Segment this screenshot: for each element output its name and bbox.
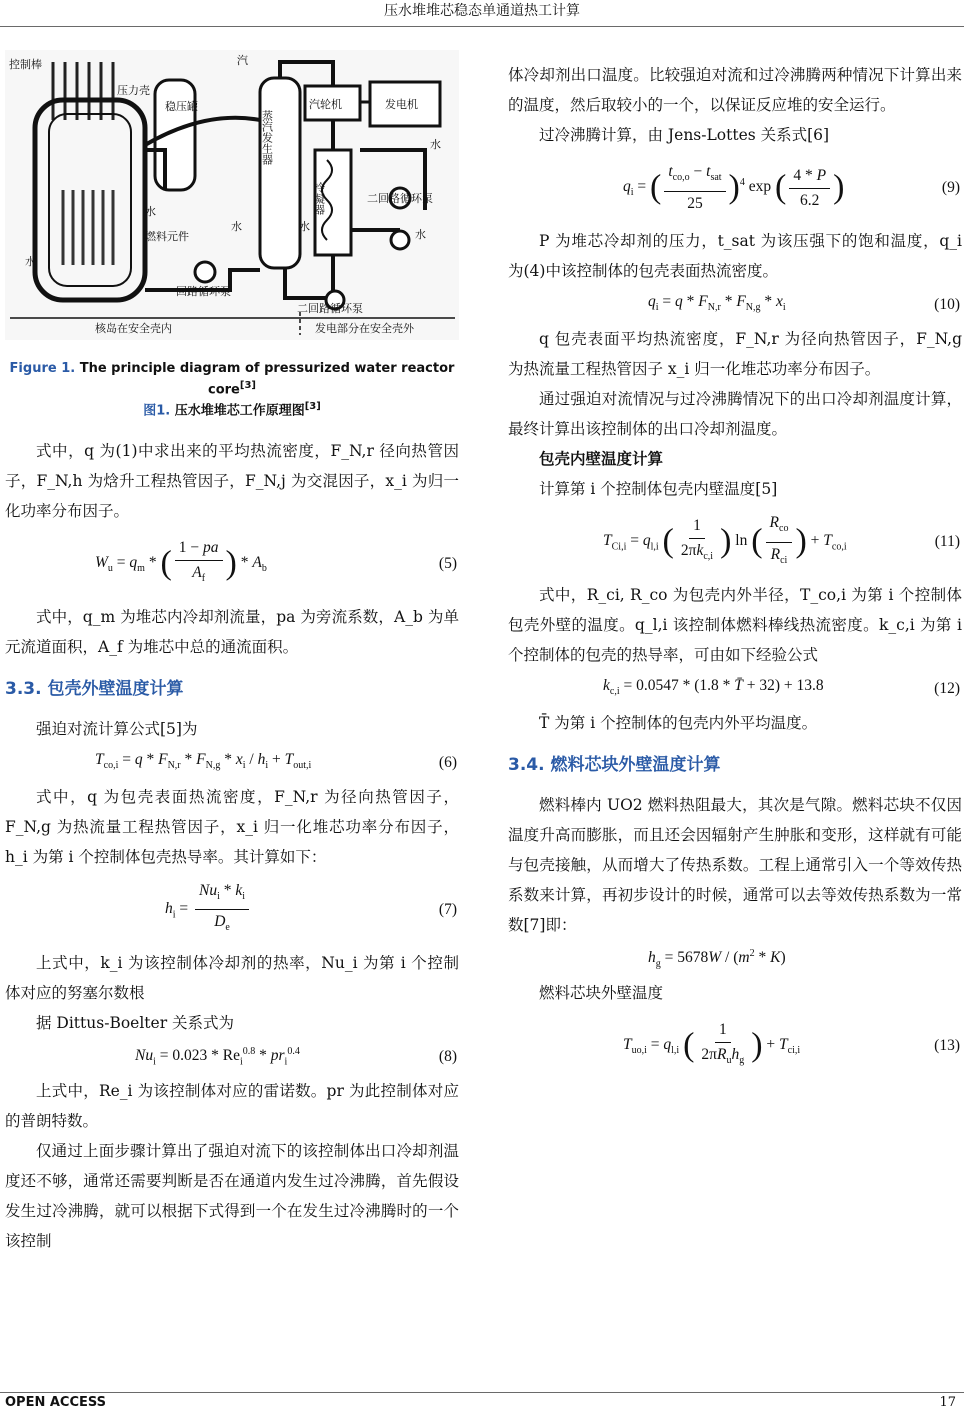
tertiary-pump-icon (391, 231, 409, 249)
label-pressurizer: 稳压罐 (165, 100, 198, 113)
caption-zh-text: 压水堆堆芯工作原理图 (170, 403, 305, 419)
label-water-5: 水 (231, 220, 242, 233)
label-nuclear-island: 核岛在安全壳内 (95, 322, 172, 335)
figure-1 (5, 50, 459, 340)
figure-caption (5, 360, 459, 420)
footer-open-access: OPEN ACCESS (5, 1395, 107, 1410)
equation-10: $q_i = q * F_{N,r} * F_{N,g} * x_i$ (10) (508, 286, 962, 324)
paragraph: 上式中，Re_i 为该控制体对应的雷诺数。pr 为此控制体对应的普朗特数。 (5, 1081, 459, 1130)
equation-7: $h_i$ = $\frac{Nu_i * k_i}{D_e}$ (7) (5, 872, 459, 948)
paragraph: 通过强迫对流情况与过冷沸腾情况下的出口冷却剂温度计算，最终计算出该控制体的出口冷却剂温度。 (508, 390, 962, 438)
primary-pump-icon (195, 262, 215, 282)
steam-generator-icon (260, 78, 300, 268)
paragraph: 燃料棒内 UO2 燃料热阻最大，其次是气隙。燃料芯块不仅因温度升高而膨胀，而且还会因辐射产生肿胀和变形，这样就有可能与包壳接触，从而增大了传热系数。工程上通常引入一个等效传热系数来计算，再初步设计的时候，通常可以去等效传热系数为一常数[7]即： (508, 796, 962, 934)
equation-hg: $h_g = 5678W / (m^2 * K)$ (648, 947, 786, 970)
equation-number: (7) (438, 900, 457, 918)
label-secondary-pump: 二回路循环泵 (367, 192, 433, 205)
pwr-diagram (5, 50, 459, 340)
label-water-2: 水 (415, 228, 426, 241)
right-column (508, 60, 962, 1084)
equation-number: (6) (438, 753, 457, 771)
label-condenser: 冷凝器 (312, 182, 326, 215)
paragraph: 体冷却剂出口温度。比较强迫对流和过冷沸腾两种情况下计算出来的温度，然后取较小的一个，以保证反应堆的安全运行。 (508, 66, 962, 114)
paragraph: 强迫对流计算公式[5]为 (36, 719, 198, 738)
label-turbine: 汽轮机 (309, 98, 342, 111)
section-title: 3.4. 燃料芯块外壁温度计算 (508, 755, 721, 775)
header-title: 压水堆堆芯稳态单通道热工计算 (384, 3, 580, 19)
section-title: 3.3. 包壳外壁温度计算 (5, 678, 184, 699)
label-fuel-element: 燃料元件 (145, 230, 189, 243)
left-column (5, 50, 459, 1256)
page-number: 17 (939, 1395, 956, 1410)
equation-number: (11) (934, 533, 960, 550)
label-control-rod: 控制棒 (9, 58, 42, 71)
paragraph: 式中，q 为包壳表面热流密度，F_N,r 为径向热管因子，F_N,g 为热流量工程热管因子，x_i 归一化堆芯功率分布因子，h_i 为第 i 个控制体包壳热导率。其计算如下： (5, 787, 459, 866)
subsection-title: 包壳内壁温度计算 (539, 450, 664, 468)
label-power-part: 发电部分在安全壳外 (315, 322, 414, 335)
paragraph: 式中，q_m 为堆芯内冷却剂流量，pa 为旁流系数，A_b 为单元流道面积，A_f 为堆芯中总的通流面积。 (5, 607, 459, 656)
caption-chinese (5, 398, 459, 419)
equation-number: (8) (438, 1047, 457, 1065)
paragraph: 据 Dittus-Boelter 关系式为 (36, 1013, 235, 1032)
label-pressure-vessel: 压力壳 (117, 84, 150, 97)
caption-zh-ref: [3] (304, 401, 321, 413)
paragraph: 计算第 i 个控制体包壳内壁温度[5] (539, 480, 778, 498)
label-water-4: 水 (145, 205, 156, 218)
paragraph: T̄ 为第 i 个控制体的包壳内外平均温度。 (539, 714, 818, 732)
equation-6: $T_{co,i} = q * F_{N,r} * F_{N,g} * x_i / h_i + T_{out,i}$ (6) (5, 744, 459, 782)
label-secondary-pump-2: 二回路循环泵 (297, 302, 363, 315)
paragraph: 过冷沸腾计算，由 Jens-Lottes 关系式[6] (539, 126, 830, 144)
caption-zh-label: 图1. (143, 403, 171, 419)
caption-en-ref: [3] (239, 380, 256, 391)
caption-en-text: The principle diagram of pressurized water reactor core (75, 361, 455, 398)
caption-english (5, 360, 459, 398)
label-primary-pump: 一回路循环泵 (165, 285, 231, 298)
paragraph: 上式中，k_i 为该控制体冷却剂的热率，Nu_i 为第 i 个控制体对应的努塞尔数根 (5, 953, 459, 1002)
label-water-6: 水 (25, 255, 36, 268)
equation-number: (10) (934, 296, 960, 313)
equation-12: $k_{c,i} = 0.0547 * (1.8$ * T̄ + 32) + 13.8 (12) (508, 670, 962, 708)
label-water-1: 水 (430, 138, 441, 151)
running-header (0, 0, 964, 27)
equation-11: $T_{Ci,i} = q_{l,i}$ ( $\frac{1}{2\pi k_{c,i}}$ ) ln ( $\frac{R_{co}}{R_{ci}}$ ) + $T_{co,i}$ (11) (508, 504, 962, 580)
paragraph: 仅通过上面步骤计算出了强迫对流下的该控制体出口冷却剂温度还不够，通常还需要判断是否在通道内发生过冷沸腾，首先假设发生过冷沸腾，就可以根据下式得到一个在发生过冷沸腾时的一个该控制 (5, 1141, 459, 1250)
label-generator: 发电机 (385, 98, 418, 111)
label-water-3: 水 (299, 220, 310, 233)
paragraph: P 为堆芯冷却剂的压力，t_sat 为该压强下的饱和温度，q_i 为(4)中该控制体的包壳表面热流密度。 (508, 232, 962, 280)
equation-number: (12) (934, 680, 960, 697)
paragraph: 式中，R_ci, R_co 为包壳内外半径，T_co,i 为第 i 个控制体包壳外壁的温度。q_l,i 该控制体燃料棒线热流密度。k_c,i 为第 i 个控制体的包壳的热导率，可由如下经验公式 (508, 586, 962, 664)
equation-number: (13) (934, 1037, 960, 1054)
caption-en-label: Figure 1. (9, 361, 76, 376)
footer-divider (0, 1392, 964, 1393)
paragraph: 式中，q 为(1)中求出来的平均热流密度，F_N,r 径向热管因子，F_N,h 为焓升工程热管因子，F_N,j 为交混因子，x_i 为归一化功率分布因子。 (5, 441, 459, 520)
equation-number: (5) (438, 554, 457, 572)
equation-8: $Nu_i = 0.023 * Re_i^{0.8} * pr_i^{0.4}$ (8) (5, 1038, 459, 1076)
equation-13: $T_{uo,i} = q_{l,i}$ ( $\frac{1}{2\pi R_uh_g}$ ) + $T_{ci,i}$ (13) (508, 1008, 962, 1084)
paragraph: 燃料芯块外壁温度 (539, 984, 664, 1002)
equation-5: $W_u = q_m$ * ( $\frac{1 - pa}{A_f}$ ) * $A_b$ (5) (5, 526, 459, 602)
label-steam: 汽 (237, 54, 248, 67)
paragraph: q 包壳表面平均热流密度，F_N,r 为径向热管因子，F_N,g 为热流量工程热管因子 x_i 归一化堆芯功率分布因子。 (508, 330, 962, 378)
equation-number: (9) (941, 179, 960, 196)
equation-9: $q_i$ = ( $\frac{t_{co,o} - t_{sat}}{25}$ )$^4$ exp ( $\frac{4 * P}{6.2}$ ) (9) (508, 150, 962, 226)
label-steam-generator: 蒸汽发生器 (260, 110, 274, 165)
